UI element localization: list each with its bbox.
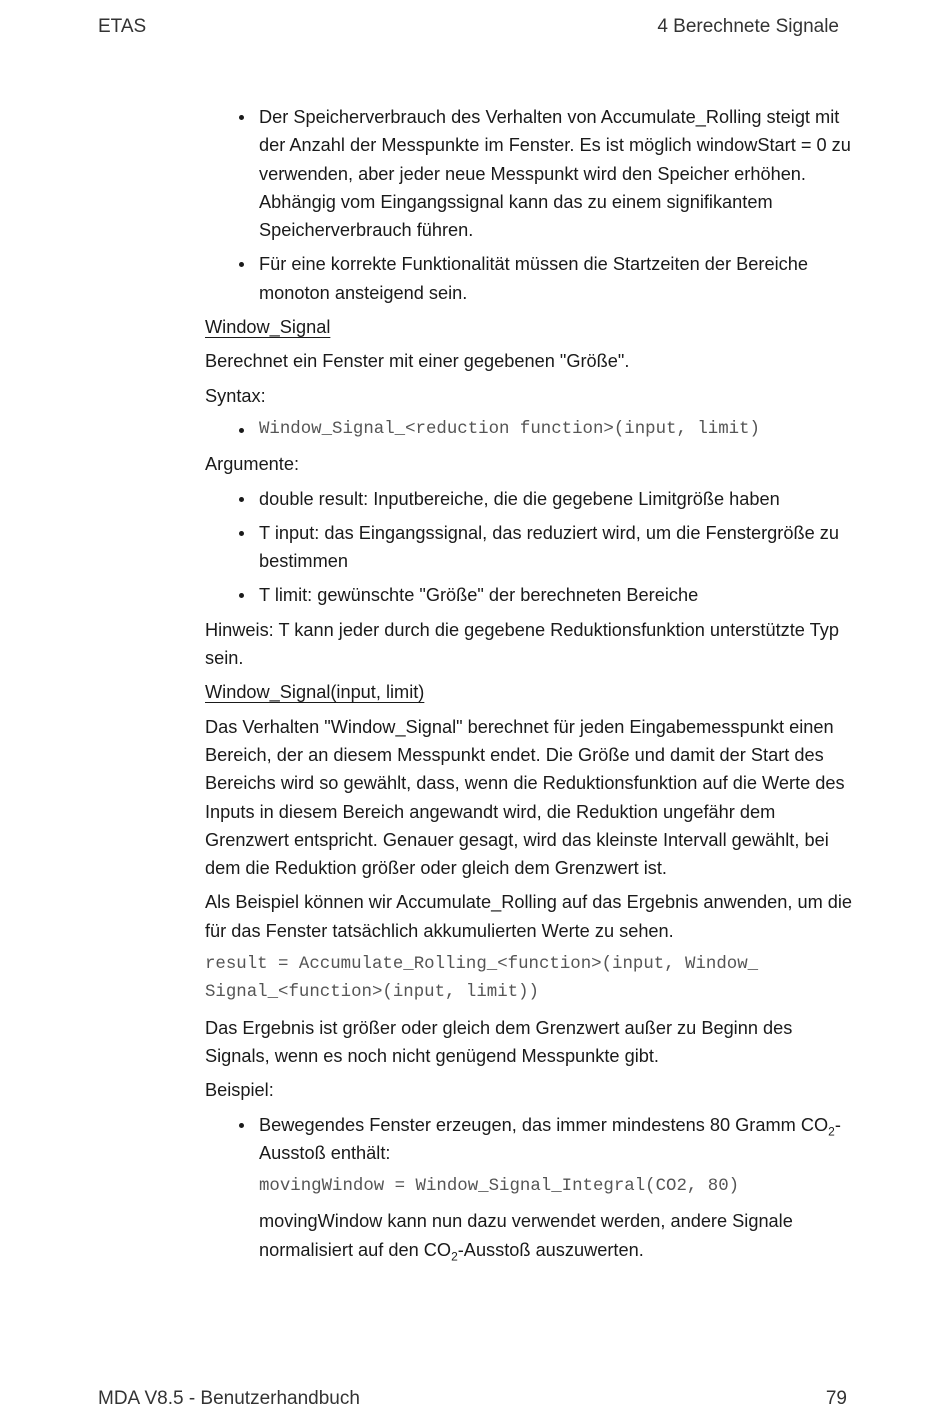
list-item: T input: das Eingangssignal, das reduziert wird, um die Fenstergröße zu bestimmen bbox=[205, 519, 855, 576]
subscript: 2 bbox=[828, 1124, 835, 1139]
syntax-label: Syntax: bbox=[205, 385, 266, 406]
example-list bbox=[205, 1111, 855, 1168]
header-right: 4 Berechnete Signale bbox=[657, 16, 839, 37]
example-code: movingWindow = Window_Signal_Integral(CO2, 80) bbox=[259, 1177, 740, 1197]
bullet-list-top bbox=[205, 103, 855, 307]
list-item: double result: Inputbereiche, die die gegebene Limitgröße haben bbox=[205, 485, 855, 513]
description: Berechnet ein Fenster mit einer gegebenen "Größe". bbox=[205, 351, 630, 372]
example-text: movingWindow kann nun dazu verwendet werden, andere Signale normalisiert auf den CO bbox=[259, 1211, 793, 1260]
list-item: Der Speicherverbrauch des Verhalten von Accumulate_Rolling steigt mit der Anzahl der Messpunkte im Fenster. Es ist möglich windowStart = 0 zu verwenden, aber jeder neue Messpunkt wird den Speicher erhöhen. Abhängig vom Eingangssignal kann das zu einem signifikantem Speicherverbrauch führen. bbox=[205, 103, 855, 244]
args-list bbox=[205, 485, 855, 610]
section-heading-window-signal: Window_Signal bbox=[205, 317, 331, 338]
example-text: -Ausstoß enthält: bbox=[259, 1114, 841, 1163]
list-item bbox=[205, 1111, 855, 1168]
section-heading-window-signal-input-limit: Window_Signal(input, limit) bbox=[205, 682, 425, 703]
page-body bbox=[205, 103, 855, 1270]
paragraph: Das Ergebnis ist größer oder gleich dem Grenzwert außer zu Beginn des Signals, wenn es noch nicht genügend Messpunkte gibt. bbox=[205, 1017, 793, 1066]
syntax-code: Window_Signal_<reduction function>(input, limit) bbox=[205, 416, 855, 444]
syntax-list bbox=[205, 416, 855, 444]
example-text: Bewegendes Fenster erzeugen, das immer mindestens 80 Gramm CO bbox=[259, 1114, 829, 1135]
page-number: 79 bbox=[825, 1388, 847, 1409]
subscript: 2 bbox=[451, 1249, 458, 1264]
list-item: T limit: gewünschte "Größe" der berechneten Bereiche bbox=[205, 581, 855, 609]
paragraph: Das Verhalten "Window_Signal" berechnet für jeden Eingabemesspunkt einen Bereich, der an diesem Messpunkt endet. Die Größe und damit der Start des Bereichs wird so gewählt, dass, wenn die Reduktionsfunktion auf die Werte des Inputs in diesem Bereich angewandt wird, die Reduktion ungefähr dem Grenzwert entspricht. Genauer gesagt, wird das kleinste Intervall gewählt, bei dem die Reduktion größer oder gleich dem Grenzwert ist. bbox=[205, 716, 845, 879]
note: Hinweis: T kann jeder durch die gegebene Reduktionsfunktion unterstützte Typ sein. bbox=[205, 619, 839, 669]
args-label: Argumente: bbox=[205, 454, 300, 475]
code-block bbox=[205, 951, 855, 1008]
code-line: Signal_<function>(input, limit)) bbox=[205, 983, 539, 1003]
example-text: -Ausstoß auszuwerten. bbox=[457, 1239, 644, 1260]
footer-left: MDA V8.5 - Benutzerhandbuch bbox=[98, 1388, 360, 1409]
example-label: Beispiel: bbox=[205, 1080, 274, 1101]
example-explanation bbox=[205, 1207, 855, 1264]
header-left: ETAS bbox=[98, 16, 147, 37]
code-line: result = Accumulate_Rolling_<function>(input, Window_ bbox=[205, 955, 759, 975]
paragraph: Als Beispiel können wir Accumulate_Rolling auf das Ergebnis anwenden, um die für das Fenster tatsächlich akkumulierten Werte zu sehen. bbox=[205, 892, 853, 941]
list-item: Für eine korrekte Funktionalität müssen die Startzeiten der Bereiche monoton ansteigend sein. bbox=[205, 250, 855, 307]
